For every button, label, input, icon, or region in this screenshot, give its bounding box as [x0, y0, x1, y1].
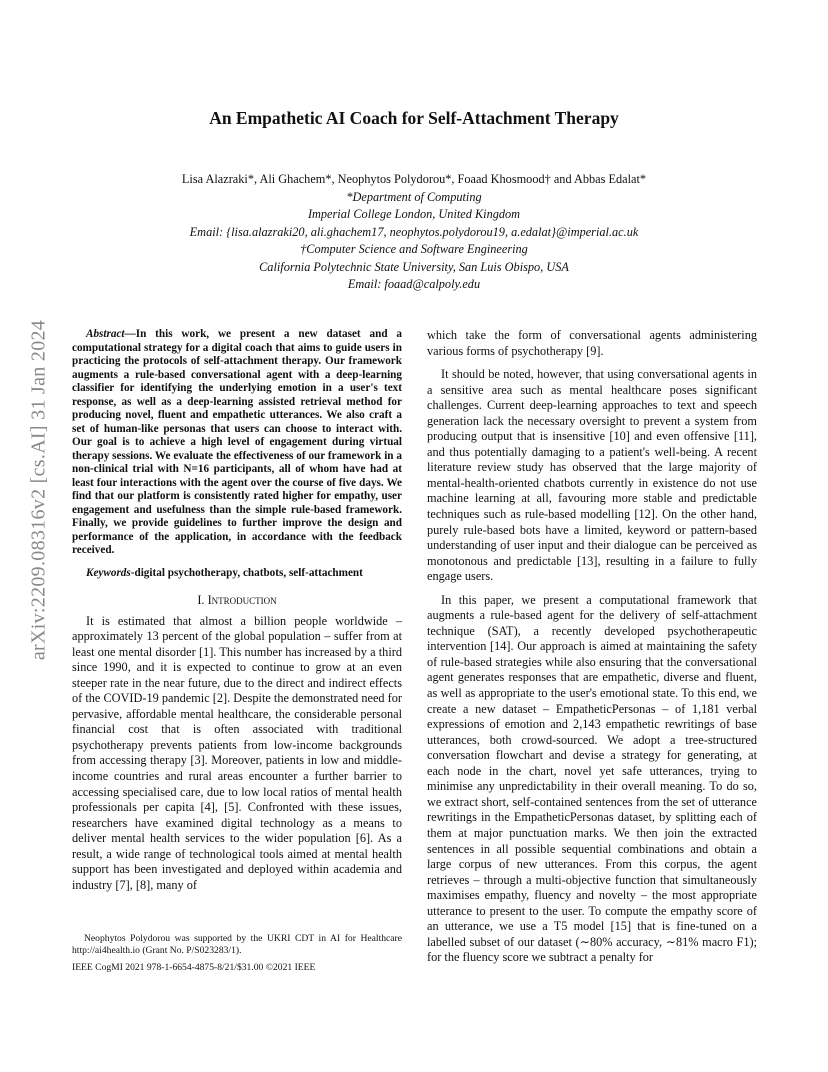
arxiv-sidebar-stamp — [24, 300, 54, 680]
email-2: Email: foaad@calpoly.edu — [347, 277, 481, 291]
paragraph: In this paper, we present a computational framework that augments a rule-based agent for the delivery of self-attachment technique (SAT), a recently developed psychotherapeutic intervention [14]. Our approach is aimed at maintaining the safety of rule-based strategies while also ensuring that the conversational agent generates responses that are empathetic, diverse and fluent, as well as appropriate to the user's emotional state. To this end, we create a new dataset – EmpatheticPersonas – of 1,181 verbal expressions of emotion and 2,143 empathetic rewritings of base utterances, both crowd-sourced. We adopt a tree-structured conversation flowchart and devise a strategy for generating, at each node in the chart, novel yet safe utterances, trying to minimise any unpredictability in their overall meaning. To do so, we extract short, self-contained sentences from the set of utterance rewritings in the EmpatheticPersonas dataset, by splitting each of them at major punctuation marks. We then join the extracted sentences in all possible sequential combinations and obtain a large corpus of new utterances. From this corpus, the agent retrieves – through a multi-objective function that simultaneously maximises empathy, fluency and novelty – the most appropriate utterance to present to the user. To compute the empathy score of an utterance, we use a T5 model [15] that is fine-tuned on a labelled subset of our dataset (∼80% accuracy, ∼81% macro F1); for the fluency score we subtract a penalty for — [427, 592, 757, 965]
left-column — [72, 328, 402, 893]
email-1: Email: {lisa.alazraki20, ali.ghachem17, neophytos.polydorou19, a.edalat}@imperial.ac.uk — [189, 224, 639, 239]
keywords-label: Keywords — [86, 566, 131, 579]
institution-2: California Polytechnic State University, San Luis Obispo, USA — [259, 259, 569, 274]
paragraph: It should be noted, however, that using conversational agents in a sensitive area such as mental healthcare poses significant challenges. Current deep-learning approaches to text and speech generation lack the necessary oversight to prevent a system from producing output that is insensitive [10] and even offensive [11], and thus potentially damaging to a patient's well-being. A recent literature review study has observed that the large majority of mental-health-oriented chatbots currently in existence do not use machine learning at all, favouring more stable and predictable techniques such as rule-based modelling [12]. On the other hand, purely rule-based bots have a limited, keyword or pattern-based understanding of user input and their dialogue can be perceived as monotonous and predictable [13], resulting in a failure to fully engage users. — [427, 367, 757, 584]
abstract — [72, 328, 402, 558]
keywords — [72, 567, 402, 581]
section-heading — [72, 593, 402, 609]
section-title: Introduction — [207, 593, 277, 607]
right-column — [427, 328, 757, 966]
author-block — [0, 171, 828, 294]
paper-title: An Empathetic AI Coach for Self-Attachment Therapy — [209, 108, 619, 128]
affiliation-1: *Department of Computing — [346, 189, 482, 204]
abstract-label: Abstract — [86, 328, 125, 340]
affiliation-2: †Computer Science and Software Engineering — [300, 242, 528, 256]
abstract-text: —In this work, we present a new dataset and a computational strategy for a digital coach that aims to guide users in practicing the protocols of self-attachment therapy. Our framework augments a rule-based conversational agent with a deep-learning classifier for identifying the underlying emotion in a user's text response, as well as a deep-learning assisted retrieval method for producing novel, fluent and empathetic utterances. We also craft a set of human-like personas that users can choose to interact with. Our goal is to achieve a high level of engagement during virtual therapy sessions. We evaluate the effectiveness of our framework in a non-clinical trial with N=16 participants, all of whom have had at least four interactions with the agent over the course of five days. We find that our platform is consistently rated higher for empathy, user engagement and usefulness than the simple rule-based framework. Finally, we provide guidelines to further improve the design and performance of the application, in accordance with the feedback received. — [72, 328, 402, 556]
institution-1: Imperial College London, United Kingdom — [307, 207, 521, 221]
section-number: I. — [197, 593, 205, 607]
paragraph: which take the form of conversational agents administering various forms of psychotherapy [9]. — [427, 328, 757, 358]
copyright-notice: IEEE CogMI 2021 978-1-6654-4875-8/21/$31.00 ©2021 IEEE — [72, 962, 316, 973]
paragraph: It is estimated that almost a billion people worldwide – approximately 13 percent of the global population – suffer from at least one mental disorder [1]. This number has increased by a third since 1990, and it is expected to continue to grow at an even steeper rate in the near future, due to the direct and indirect effects of the COVID-19 pandemic [2]. Despite the demonstrated need for pervasive, affordable mental healthcare, the considerable personal financial cost that is often associated with traditional psychotherapy prevents patients from low-income backgrounds from accessing therapy [3]. Moreover, patients in low and middle-income countries and rural areas encounter a further barrier to accessing specialised care, due to low local ratios of mental health professionals per capita [4], [5]. Confronted with these issues, researchers have examined digital technology as a means to deliver mental health services to the wider population [6]. As a result, a wide range of technological tools aimed at mental health support has been investigated and deployed within academia and industry [7], [8], many of — [72, 613, 402, 892]
footnote: Neophytos Polydorou was supported by the UKRI CDT in AI for Healthcare http://ai4health.io (Grant No. P/S023283/1). — [72, 933, 402, 956]
arxiv-id: arXiv:2209.08316v2 [cs.AI] 31 Jan 2024 — [27, 319, 50, 661]
author-names: Lisa Alazraki*, Ali Ghachem*, Neophytos Polydorou*, Foaad Khosmood† and Abbas Edalat* — [181, 172, 647, 186]
keywords-text: -digital psychotherapy, chatbots, self-attachment — [130, 566, 363, 579]
